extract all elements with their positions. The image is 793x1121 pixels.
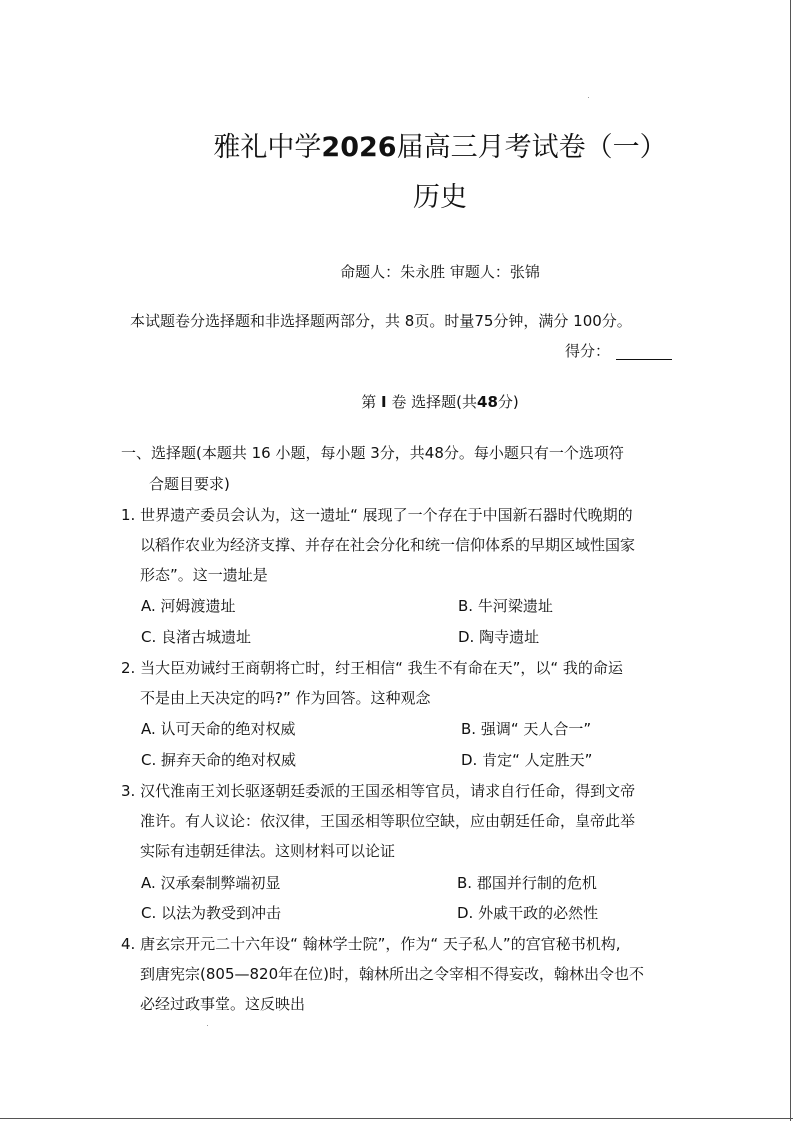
speck xyxy=(207,1025,208,1026)
question-1-line-1: 1. 世界遗产委员会认为，这一遗址“ 展现了一个存在于中国新石器时代晚期的 xyxy=(121,506,633,524)
question-1-line-3: 形态”。这一遗址是 xyxy=(140,566,268,584)
section-instruction-line-2: 合题目要求) xyxy=(149,475,230,493)
question-1-option-a: A. 河姆渡遗址 xyxy=(141,597,236,615)
exam-authors: 命题人：朱永胜 审题人：张锦 xyxy=(340,263,540,281)
title-year: 2026 xyxy=(321,132,397,163)
question-4-line-2: 到唐宪宗(805—820年在位)时，翰林所出之令宰相不得妄改，翰林出令也不 xyxy=(140,965,644,983)
question-4-line-1: 4. 唐玄宗开元二十六年设“ 翰林学士院”，作为“ 天子私人”的宫官秘书机构, xyxy=(121,935,621,953)
title-prefix: 雅礼中学 xyxy=(213,132,322,163)
question-1-option-d: D. 陶寺遗址 xyxy=(458,628,540,646)
question-3-line-3: 实际有违朝廷律法。这则材料可以论证 xyxy=(140,842,396,860)
score-blank xyxy=(616,343,672,360)
section-part-numeral: I xyxy=(381,393,387,411)
section-part-title: 卷 选择题(共 xyxy=(391,393,478,411)
question-3-option-a: A. 汉承秦制弊端初显 xyxy=(141,874,281,892)
question-2-option-d: D. 肯定“ 人定胜天” xyxy=(461,751,593,769)
title-suffix: 届高三月考试卷（一） xyxy=(396,132,667,163)
question-1-option-b: B. 牛河梁遗址 xyxy=(458,597,553,615)
section-part-end: 分) xyxy=(497,393,519,411)
page-edge-right xyxy=(790,0,791,1121)
speck xyxy=(588,97,589,98)
question-3-option-c: C. 以法为教受到冲击 xyxy=(141,904,282,922)
question-3-option-d: D. 外戚干政的必然性 xyxy=(457,904,599,922)
score-field xyxy=(565,341,672,361)
exam-title xyxy=(120,128,760,168)
question-2-line-1: 2. 当大臣劝诫纣王商朝将亡时，纣王相信“ 我生不有命在天”，以“ 我的命运 xyxy=(121,659,623,677)
page-edge-bottom xyxy=(0,1118,793,1119)
exam-subject: 历史 xyxy=(413,182,467,213)
section-instruction-line-1: 一、选择题(本题共 16 小题，每小题 3分，共48分。每小题只有一个选项符 xyxy=(121,444,624,462)
exam-intro: 本试题卷分选择题和非选择题两部分，共 8页。时量75分钟，满分 100分。 xyxy=(130,312,632,330)
question-4-line-3: 必经过政事堂。这反映出 xyxy=(140,995,306,1013)
question-2-option-b: B. 强调“ 天人合一” xyxy=(461,720,592,738)
score-label: 得分： xyxy=(565,342,611,360)
question-2-option-a: A. 认可天命的绝对权威 xyxy=(141,720,296,738)
section-heading xyxy=(120,392,760,412)
question-3-line-2: 准许。有人议论：依汉律，王国丞相等职位空缺，应由朝廷任命，皇帝此举 xyxy=(140,812,636,830)
question-1-line-2: 以稻作农业为经济支撑、并存在社会分化和统一信仰体系的早期区域性国家 xyxy=(140,536,636,554)
question-3-option-b: B. 郡国并行制的危机 xyxy=(457,874,597,892)
question-2-line-2: 不是由上天决定的吗?” 作为回答。这种观念 xyxy=(140,689,431,707)
section-part-prefix: 第 xyxy=(361,393,377,411)
question-1-option-c: C. 良渚古城遗址 xyxy=(141,628,252,646)
question-3-line-1: 3. 汉代淮南王刘长驱逐朝廷委派的王国丞相等官员，请求自行任命，得到文帝 xyxy=(121,782,636,800)
question-2-option-c: C. 摒弃天命的绝对权威 xyxy=(141,751,297,769)
section-part-points: 48 xyxy=(477,393,498,411)
